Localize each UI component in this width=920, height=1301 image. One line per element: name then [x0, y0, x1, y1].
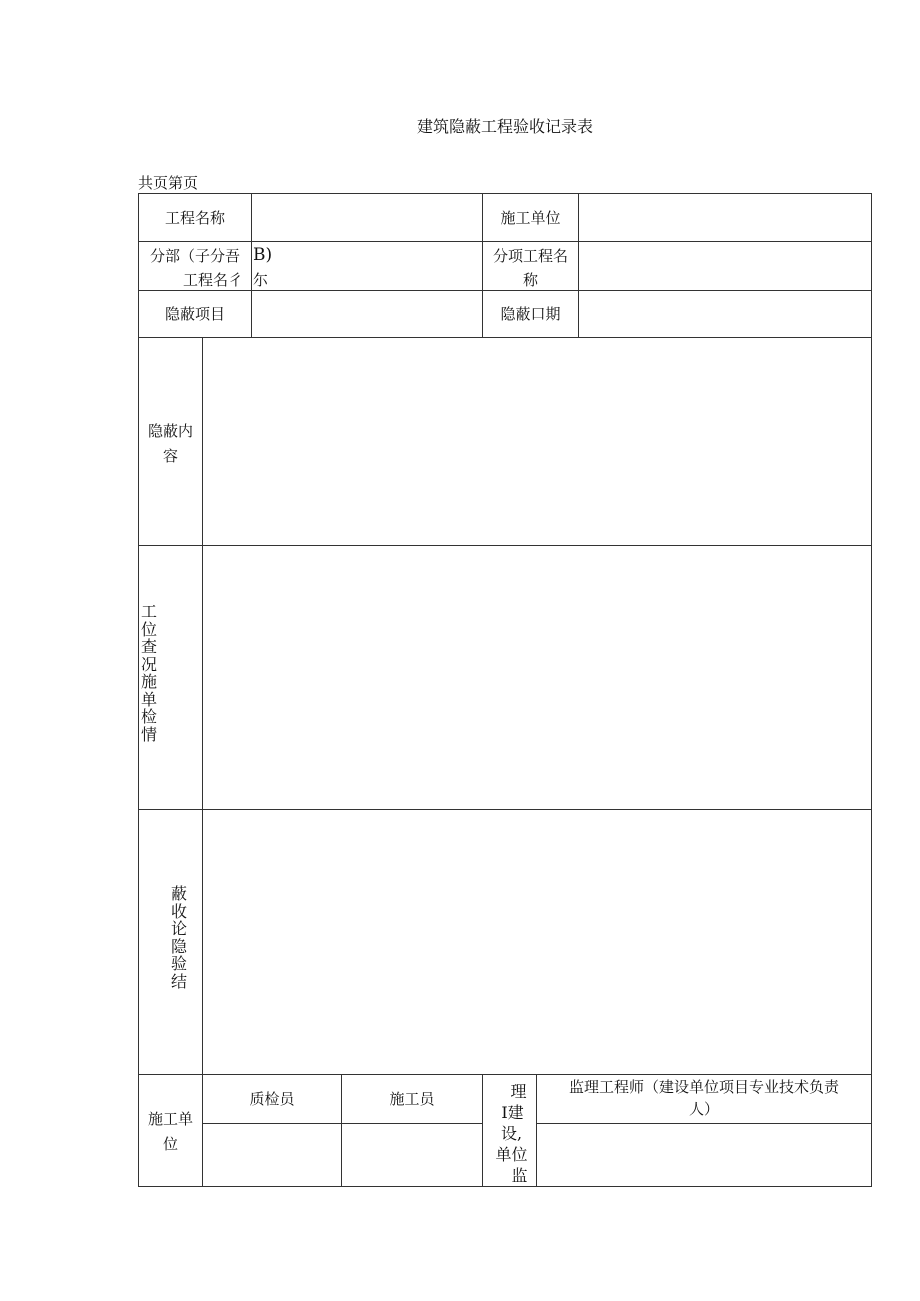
construction-unit-field[interactable] [579, 194, 871, 241]
construction-check-label-col2: 施单检情 [140, 672, 157, 744]
table-border-left [138, 193, 139, 1187]
construction-unit-label: 施工单位 [500, 208, 561, 227]
supervision-unit-label [483, 1081, 536, 1186]
concealed-item-label: 隐蔽项目 [164, 305, 225, 323]
subdivision-fragment: B) [253, 245, 273, 265]
construction-check-field[interactable] [203, 546, 871, 809]
sign-unit-label-line1: 施工单 [147, 1110, 193, 1128]
constructor-sign-field[interactable] [342, 1124, 482, 1186]
concealed-content-field[interactable] [203, 338, 871, 545]
conclusion-field[interactable] [203, 810, 871, 1074]
constructor-label: 施工员 [389, 1090, 435, 1108]
subdivision-fragment: 尓 [253, 271, 269, 289]
supervision-label-part: 理 [510, 1082, 527, 1101]
supervisor-sign-field[interactable] [537, 1124, 871, 1186]
project-name-label: 工程名称 [164, 208, 225, 227]
supervisor-label-line1: 监理工程师（建设单位项目专业技术负责 [568, 1078, 839, 1096]
quality-inspector-label: 质检员 [249, 1090, 295, 1108]
concealed-content-label-line1: 隐蔽内 [147, 422, 193, 440]
subdivision-field[interactable] [252, 242, 482, 290]
concealed-date-label: 隐蔽口期 [500, 305, 561, 323]
supervisor-label-line2: 人） [688, 1100, 719, 1118]
quality-inspector-sign-field[interactable] [203, 1124, 341, 1186]
concealed-content-label-line2: 容 [162, 447, 178, 465]
table-border-bottom [138, 1186, 872, 1187]
subdivision-label-line1: 分部（子分吾 [150, 247, 241, 265]
concealed-item-field[interactable] [252, 291, 482, 337]
concealed-content-label [139, 419, 202, 469]
sub-item-label [483, 244, 578, 292]
document-title: 建筑隐蔽工程验收记录表 [416, 117, 593, 136]
supervision-label-part: 单位 [495, 1145, 528, 1164]
supervisor-label [537, 1076, 871, 1120]
construction-check-label-col1: 工位查况 [140, 602, 157, 674]
sub-item-label-line2: 称 [522, 271, 538, 289]
supervision-label-part: 设, [500, 1124, 523, 1143]
supervision-label-part: I建 [501, 1103, 524, 1122]
sub-item-field[interactable] [579, 242, 871, 290]
conclusion-label: 蔽收论隐验结 [170, 884, 187, 991]
subdivision-label-line2: 工程名彳 [183, 271, 244, 289]
sub-item-label-line1: 分项工程名 [492, 247, 568, 265]
sign-unit-label-line2: 位 [162, 1135, 178, 1153]
project-name-field[interactable] [252, 194, 482, 241]
page-count: 共页第页 [138, 174, 199, 192]
sign-unit-label [139, 1107, 202, 1157]
supervision-label-part: 监 [511, 1166, 528, 1185]
table-border-right [871, 193, 872, 1187]
concealed-date-field[interactable] [579, 291, 871, 337]
